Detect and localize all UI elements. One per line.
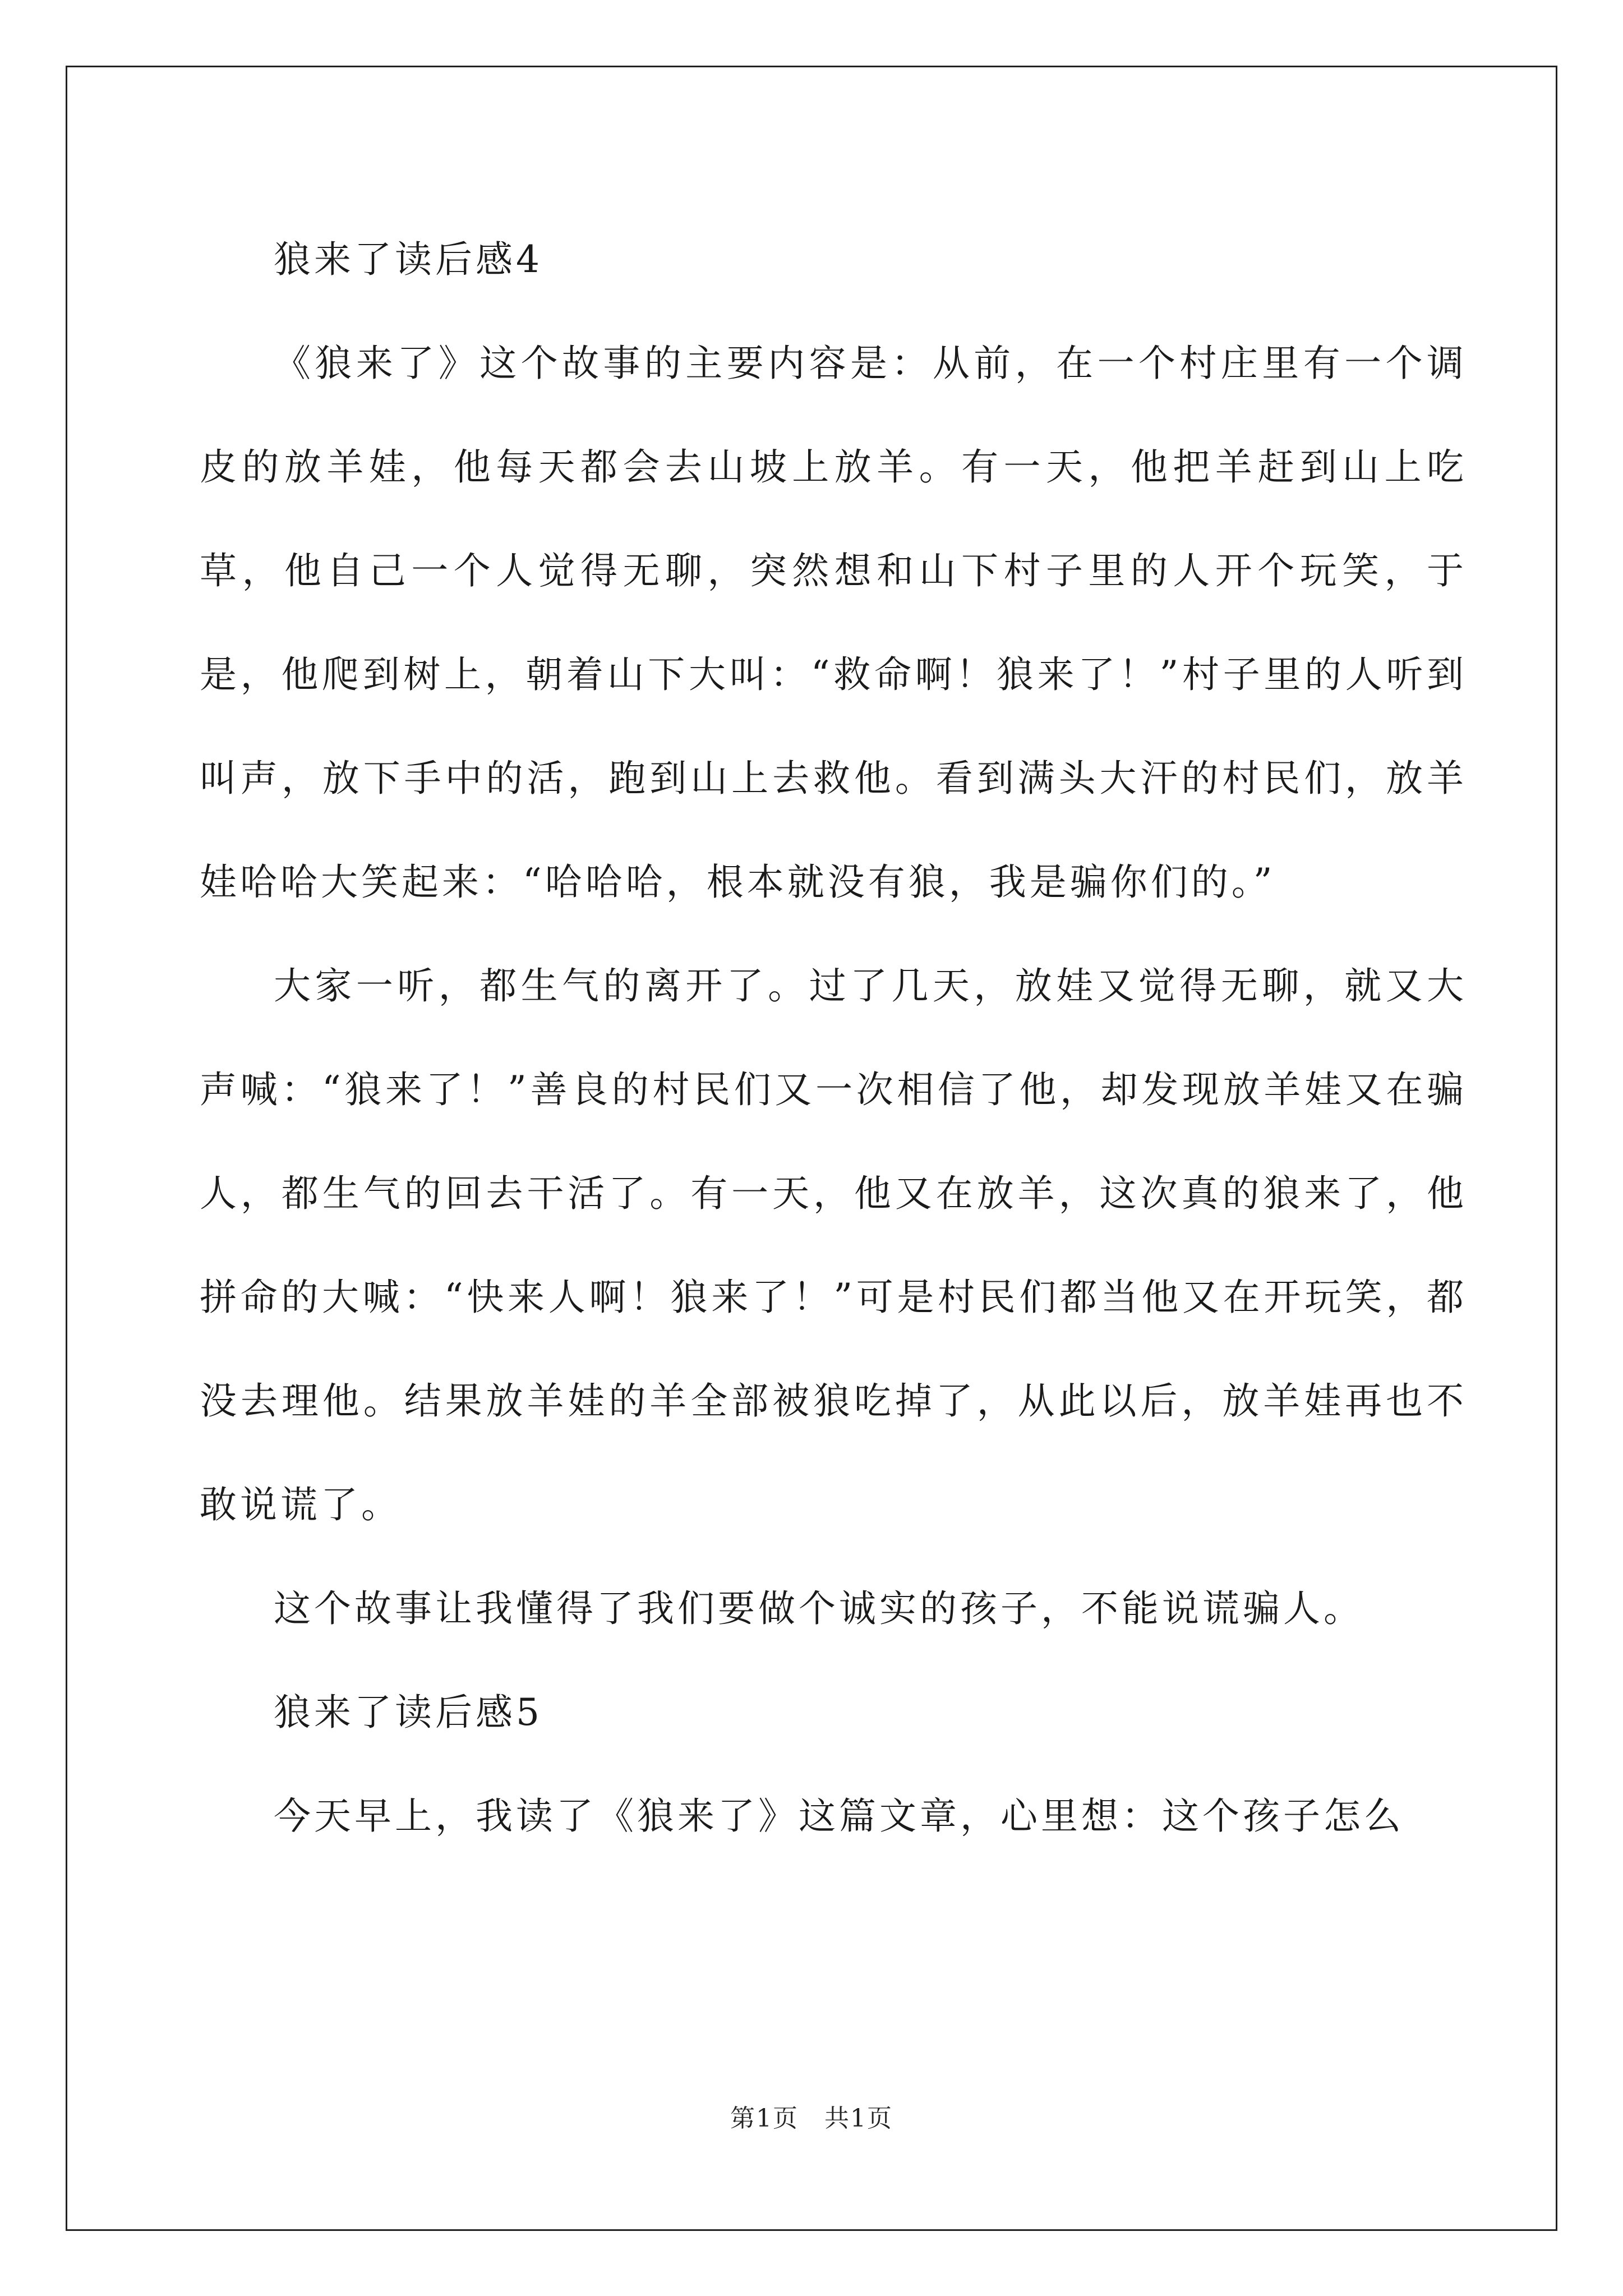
paragraph: 大家一听，都生气的离开了。过了几天，放娃又觉得无聊，就又大声喊：“狼来了！”善良的村民们又一次相信了他，却发现放羊娃又在骗人，都生气的回去干活了。有一天，他又在放羊，这次真的狼来了，他拼命的大喊：“快来人啊！狼来了！”可是村民们都当他又在开玩笑，都没去理他。结果放羊娃的羊全部被狼吃掉了，从此以后，放羊娃再也不敢说谎了。 [200, 964, 1467, 1526]
section-heading: 狼来了读后感4 [274, 238, 543, 281]
document-body [200, 208, 1467, 1868]
paragraph: 《狼来了》这个故事的主要内容是：从前，在一个村庄里有一个调皮的放羊娃，他每天都会去山坡上放羊。有一天，他把羊赶到山上吃草，他自己一个人觉得无聊，突然想和山下村子里的人开个玩笑，于是，他爬到树上，朝着山下大叫：“救命啊！狼来了！”村子里的人听到叫声，放下手中的活，跑到山上去救他。看到满头大汗的村民们，放羊娃哈哈大笑起来：“哈哈哈，根本就没有狼，我是骗你们的。” [200, 342, 1467, 904]
section-heading: 狼来了读后感5 [274, 1691, 543, 1734]
paragraph: 今天早上，我读了《狼来了》这篇文章，心里想：这个孩子怎么 [274, 1795, 1404, 1838]
paragraph: 这个故事让我懂得了我们要做个诚实的孩子，不能说谎骗人。 [274, 1587, 1364, 1630]
page-footer: 第1页 共1页 [730, 2104, 893, 2133]
